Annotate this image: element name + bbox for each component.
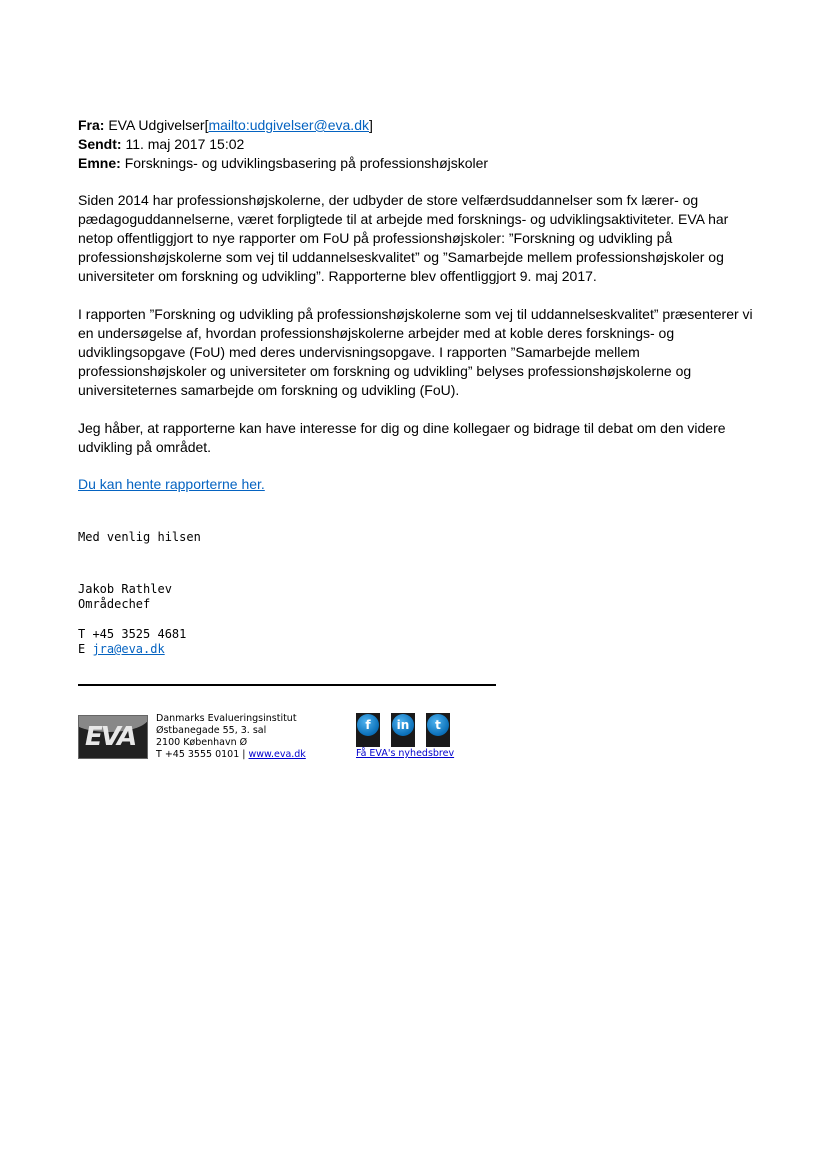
signature-email-link[interactable]: jra@eva.dk xyxy=(92,642,165,656)
subject-value: Forsknings- og udviklingsbasering på professionshøjskoler xyxy=(124,155,489,171)
twitter-glyph: t xyxy=(427,714,449,736)
signature-divider xyxy=(78,684,496,686)
sent-value: 11. maj 2017 15:02 xyxy=(125,136,245,152)
footer-website-link[interactable]: www.eva.dk xyxy=(248,749,306,760)
eva-logo xyxy=(78,715,148,759)
footer xyxy=(78,713,758,763)
from-line xyxy=(78,116,758,135)
sent-label: Sendt: xyxy=(78,136,122,152)
facebook-icon[interactable] xyxy=(356,713,380,747)
signature-email-line xyxy=(78,642,758,657)
signature-phone: T +45 3525 4681 xyxy=(78,627,187,641)
logo-text: EVA xyxy=(85,722,136,752)
social-links xyxy=(356,713,476,759)
body-paragraph-3: Jeg håber, at rapporterne kan have interesse for dig og dine kollegaer og bidrage til debat om den videre udvikling på området. xyxy=(78,420,726,455)
subject-line xyxy=(78,154,758,173)
from-bracket-open: [ xyxy=(204,117,209,133)
from-bracket-close: ] xyxy=(368,117,373,133)
linkedin-glyph: in xyxy=(392,714,414,736)
footer-phone-line xyxy=(156,749,306,761)
from-label: Fra: xyxy=(78,117,105,133)
body-paragraph-2: I rapporten ”Forskning og udvikling på professionshøjskolerne som vej til uddannelseskvalitet” præsenterer vi en undersøgelse af, hvordan professionshøjskolerne arbejder med at koble deres forsknings- og udviklingsopgave (FoU) med deres undervisningsopgave. I rapporten ”Samarbejde mellem professionshøjskoler og universiteter om forskning og udvikling” belyses professionshøjskolerne og universiteternes samarbejde om forskning og udvikling (FoU). xyxy=(78,306,753,398)
linkedin-icon[interactable] xyxy=(391,713,415,747)
download-paragraph xyxy=(78,475,758,494)
from-name: EVA Udgivelser xyxy=(108,117,205,133)
signature-contact xyxy=(78,627,758,657)
footer-address xyxy=(156,713,306,761)
signature-name: Jakob Rathlev xyxy=(78,582,172,596)
facebook-glyph: f xyxy=(357,714,379,736)
footer-org: Danmarks Evalueringsinstitut xyxy=(156,713,297,724)
footer-city: 2100 København Ø xyxy=(156,737,248,748)
footer-separator: | xyxy=(239,749,249,760)
from-mailto-link[interactable]: mailto:udgivelser@eva.dk xyxy=(208,117,369,133)
body-paragraph-1: Siden 2014 har professionshøjskolerne, der udbyder de store velfærdsuddannelser som fx lærer- og pædagoguddannelserne, været forpligtede til at arbejde med forsknings- og udviklingsaktiviteter. EVA har netop offentliggjort to nye rapporter om FoU på professionshøjskoler: ”Forskning og udvikling på professionshøjskolerne som vej til uddannelseskvalitet” og ”Samarbejde mellem professionshøjskoler og universiteter om forskning og udvikling”. Rapporterne blev offentliggjort 9. maj 2017. xyxy=(78,192,729,284)
social-icons xyxy=(356,713,476,747)
signature-block xyxy=(78,582,758,612)
footer-phone: T +45 3555 0101 xyxy=(156,749,240,760)
subject-label: Emne: xyxy=(78,155,121,171)
greeting: Med venlig hilsen xyxy=(78,530,201,544)
sent-line xyxy=(78,135,758,154)
download-reports-link[interactable]: Du kan hente rapporterne her. xyxy=(78,476,265,492)
twitter-icon[interactable] xyxy=(426,713,450,747)
signature-title: Områdechef xyxy=(78,597,151,611)
newsletter-link[interactable]: Få EVA's nyhedsbrev xyxy=(356,748,455,759)
email-page xyxy=(78,116,758,763)
footer-street: Østbanegade 55, 3. sal xyxy=(156,725,267,736)
email-header xyxy=(78,116,758,173)
email-prefix: E xyxy=(78,642,93,656)
